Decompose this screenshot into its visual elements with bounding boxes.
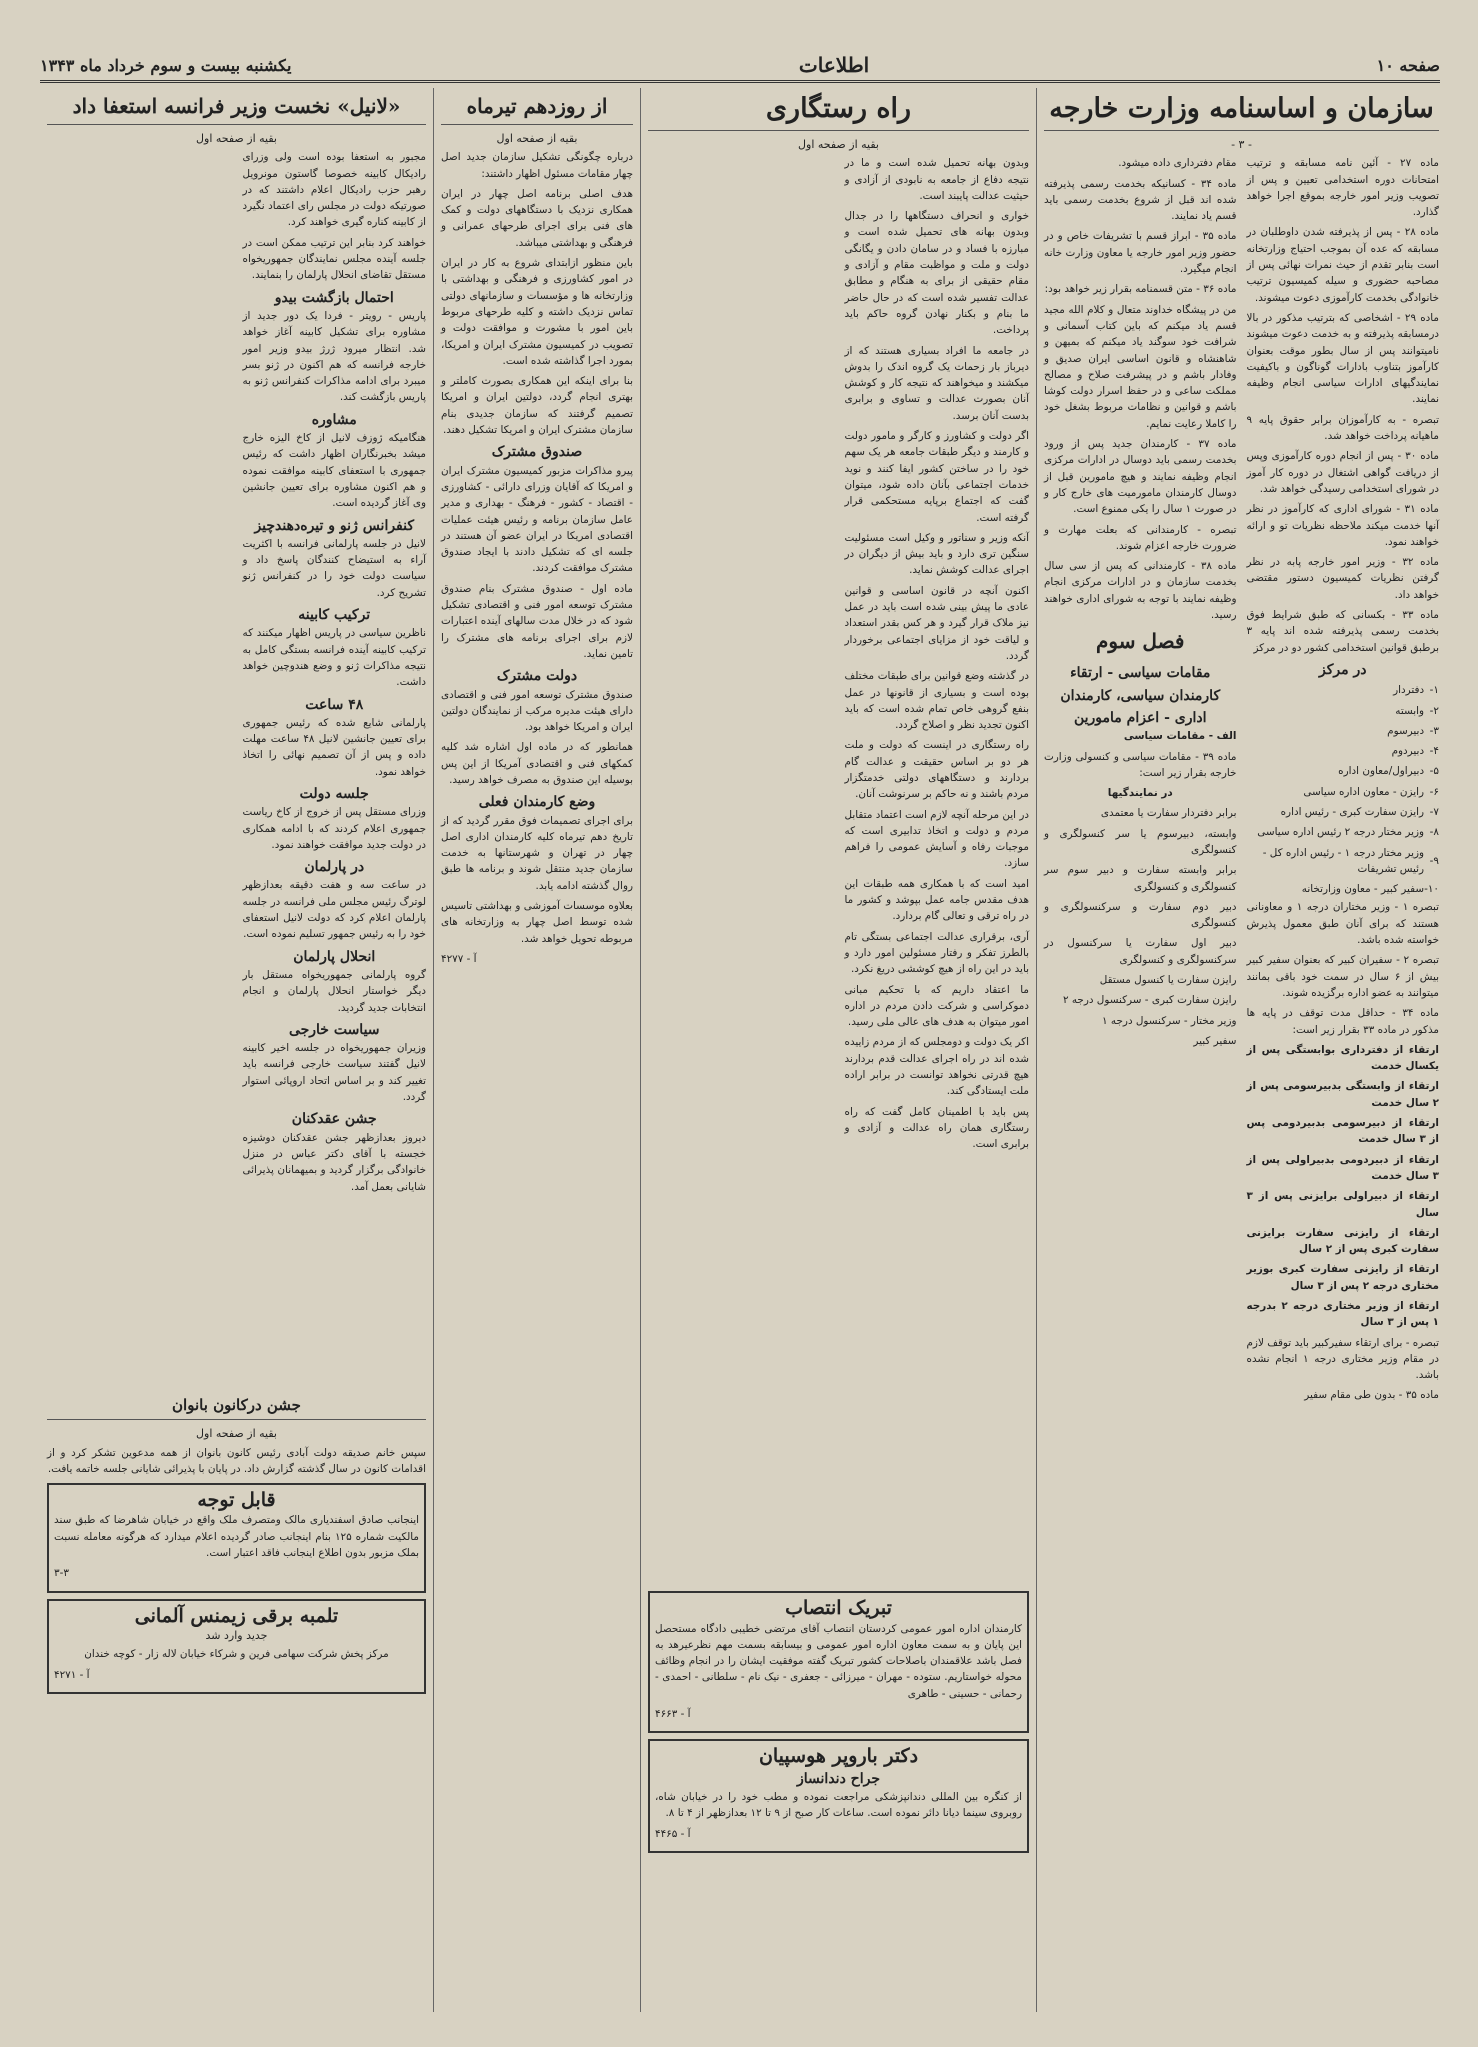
ranks-title: در مرکز <box>1319 661 1367 678</box>
headline-point-four: از روزدهم تیرماه <box>441 92 633 125</box>
notice-title: قابل توجه <box>197 1489 276 1512</box>
section-heading: جلسه دولت <box>299 785 369 802</box>
rank-number: ۶- <box>1429 785 1439 798</box>
dentist-ad <box>648 1739 1029 1852</box>
section-heading: سیاست خارجی <box>288 1021 380 1038</box>
paragraph: در این مرحله آنچه لازم است اعتماد متقابل مردم و دولت و اتخاذ تدابیری است که موجبات رفاه و آسایش عمومی را فراهم سازد. <box>844 808 1029 870</box>
paragraph: ماده ۳۸ - کارمندانی که پس از سی سال بخدمت سازمان و در ادارات مرکزی انجام وظیفه نمایند با توجه به شورای اداری خواهند رسید. <box>1044 560 1237 622</box>
paragraph: بنا برای اینکه این همکاری بصورت کاملتر و بهتری انجام گردد، دولتین ایران و امریکا تصمیم گرفتند که سازمان جدیدی بنام سازمان مشترک ایران و امریکا تشکیل دهند. <box>441 375 633 437</box>
paragraph: ماده ۲۷ - آئین نامه مسابقه و ترتیب امتحانات دوره استخدامی تعیین و پس از تصویب وزیر امور خارجه بموقع اجرا خواهد گذارد. <box>1246 157 1439 219</box>
rank-number: ۳- <box>1429 724 1439 737</box>
continued-note: بقیه از صفحه اول <box>196 132 277 145</box>
section-heading: وضع کارمندان فعلی <box>478 794 596 811</box>
page-number: صفحه ۱۰ <box>1376 55 1440 75</box>
section-heading: ترکیب کابینه <box>298 607 371 624</box>
rank-name: دبیرسوم <box>1387 724 1425 737</box>
continued-note: بقیه از صفحه اول <box>496 132 578 145</box>
column-foreign-ministry <box>1036 88 1446 2012</box>
headline-foreign-ministry: سازمان و اساسنامه وزارت خارجه <box>1044 92 1439 131</box>
ad-title: دکتر باروپر هوسپیان <box>758 1745 919 1768</box>
section-heading: مشاوره <box>311 411 357 428</box>
rank-number: ۹- <box>1429 854 1439 867</box>
paragraph: خواری و انحراف دستگاهها را در جدال وبدون بهانه های تحمیل شده است و مبارزه با فساد و در سامان دادن و یگانگی دولت و ملت و مواظبت مقام و آزادی و مقام حقیقی از برای به هنگام و مطابق عدالت تفسیر شده است که در حال حاضر ما بنام و بکنار نهادن گروه حاکم باید پرداخت. <box>844 210 1029 337</box>
paragraph: ماده ۳۳ - بکسانی که طبق شرایط فوق بخدمت رسمی پذیرفته شده اند پایه ۳ برطبق قوانین استخدامی کشور دو در مرکز <box>1246 609 1439 654</box>
paragraph: امید است که با همکاری همه طبقات این هدف مقدس جامه عمل بپوشد و کشور ما در راه ترقی و تعالی گام بردارد. <box>844 877 1029 923</box>
masthead <box>40 50 1440 83</box>
rank-row <box>1247 741 1440 761</box>
ad-subtitle: جدید وارد شد <box>205 1628 268 1642</box>
rank-row <box>1247 843 1440 880</box>
headline-women-center: جشن درکانون بانوان <box>47 1395 426 1420</box>
section-heading: کنفرانس ژنو و تیره‌دهندچیز <box>254 517 415 534</box>
posts-list <box>1044 805 1237 1049</box>
paragraph: دیروز بعدازظهر جشن عقدکنان دوشیزه خجسته با آقای دکتر عباس در منزل خانوادگی برگزار گردید و بمیهمانان پذیرائی شایانی بعمل آمد. <box>242 1131 426 1193</box>
promotion-item: ارتقاء از دفترداری بوابستگی پس از یکسال خدمت <box>1246 1043 1439 1073</box>
rank-number: ۴- <box>1429 745 1439 758</box>
issue-date: یکشنبه بیست و سوم خرداد ماه ۱۳۴۳ <box>40 55 292 75</box>
paragraph: تبصره - برای ارتقاء سفیرکبیر باید توقف لازم در مقام وزیر مختاری درجه ۱ انجام نشده باشد. <box>1246 1336 1439 1382</box>
ad-body: از کنگره بین المللی دندانپزشکی مراجعت نموده و مطب خود را در خیابان شاه، روبروی سینما دیانا دائر نموده است. ساعات کار صبح از ۹ تا ۱۲ بعدازظهر از ۴ تا ۸. <box>655 1790 1022 1820</box>
rank-name: سفیر کبیر - معاون وزارتخانه <box>1301 883 1425 896</box>
rank-row <box>1247 782 1440 802</box>
rank-row <box>1247 680 1440 700</box>
chapter-subtitle-2: کارمندان سیاسی، کارمندان <box>1060 687 1221 704</box>
paragraph: پارلمانی شایع شده که رئیس جمهوری برای تعیین جانشین لانیل ۴۸ ساعت مهلت داده و پس از آن تصمیم نهائی را اتخاذ خواهد نمود. <box>242 716 426 778</box>
promotions-list <box>1247 1042 1440 1331</box>
section-heading: احتمال بازگشت بیدو <box>274 289 394 306</box>
paragraph: پیرو مذاکرات مزبور کمیسیون مشترک ایران و امریکا که آقایان وزرای دارائی - کشاورزی - اقتصاد - کشور - فرهنگ - بهداری و مدیر عامل سازمان برنامه و رئیس هیئت عملیات اقتصادی امریکا در ایران عضو آن هستند در جلسه ای که تشکیل دادند با ایجاد صندوق مشترک موافقت کردند. <box>441 464 633 575</box>
column-laniel <box>40 88 433 2012</box>
rank-name: وزیر مختار درجه ۱ - رئیس اداره کل - رئیس تشریفات <box>1262 846 1425 875</box>
paragraph: لانیل در جلسه پارلمانی فرانسه با اکثریت آراء به استیضاح کنندگان پاسخ داد و سیاست دولت خود را در کنفرانس ژنو تشریح کرد. <box>242 537 426 599</box>
paragraph: وزرای مستقل پس از خروج از کاخ ریاست جمهوری اعلام کردند که با ادامه همکاری در دولت جدید موافقت خواهند نمود. <box>242 806 426 851</box>
section-heading: دولت مشترک <box>496 668 578 685</box>
rank-row <box>1247 721 1440 741</box>
paragraph: هدف اصلی برنامه اصل چهار در ایران همکاری نزدیک با دستگاههای دولت و کمک های فنی برای اجرای طرحهای عمرانی و فرهنگی و بهداشتی میباشد. <box>441 187 633 249</box>
article-code: آ - ۴۲۷۷ <box>441 952 477 965</box>
paragraph: بعلاوه موسسات آموزشی و بهداشتی تاسیس شده توسط اصل چهار به وزارتخانه های مربوطه تحویل خواهد شد. <box>441 900 633 945</box>
newspaper-name: اطلاعات <box>798 53 870 77</box>
post-item: برابر دفتردار سفارت یا معتمدی <box>1100 807 1237 820</box>
paragraph: تبصره - کارمندانی که بعلت مهارت و ضرورت خارجه اعزام شوند. <box>1044 523 1237 552</box>
ranks-table <box>1247 680 1440 899</box>
post-item: دبیر اول سفارت یا سرکنسول در سرکنسولگری و کنسولگری <box>1044 937 1237 966</box>
section-label: الف - مقامات سیاسی <box>1123 730 1237 743</box>
post-item: رایزن سفارت یا کنسول مستقل <box>1099 974 1237 987</box>
section-heading: صندوق مشترک <box>491 444 583 461</box>
paragraph: تبصره ۱ - وزیر مختاران درجه ۱ و معاونانی هستند که برای آنان طبق معمول پذیرش خواسته شده باشد. <box>1246 901 1439 947</box>
ad-subtitle: جراح دندانساز <box>797 1770 880 1787</box>
headline-laniel: «لانیل» نخست وزیر فرانسه استعفا داد <box>47 92 426 125</box>
ad-title: تلمبه برقی زیمنس آلمانی <box>134 1604 339 1627</box>
ministry-col-b <box>1044 155 1237 1407</box>
continued-note: بقیه از صفحه اول <box>798 138 879 151</box>
paragraph: ماده ۳۶ - متن قسمنامه بقرار زیر خواهد بود: <box>1044 283 1237 296</box>
notice-attention <box>47 1483 426 1592</box>
paragraph: در جامعه ما افراد بسیاری هستند که از دیرباز بار زحمات یک گروه اندک را بدوش میکشند و میخواهند که نتیجه کار و کوشش آنان بصورت عدالت و تساوی و برابری بدست آنان برسد. <box>844 344 1029 422</box>
post-item: برابر وابسته سفارت و دبیر سوم سر کنسولگری و کنسولگری <box>1044 864 1237 893</box>
promotion-item: ارتقاء از وابستگی بدبیرسومی پس از ۲ سال خدمت <box>1246 1080 1439 1109</box>
post-item: دبیر دوم سفارت و سرکنسولگری و کنسولگری <box>1044 900 1237 930</box>
paragraph: ماده ۳۲ - وزیر امور خارجه پابه در نظر گرفتن نظریات کمیسیون دستور مقتضی خواهد داد. <box>1246 556 1439 601</box>
column-point-four <box>433 88 640 2012</box>
paragraph: ماده ۳۷ - کارمندان جدید پس از ورود بخدمت رسمی باید دوسال در ادارات مرکزی انجام وظیفه نمایند و هیچ مامورین قبل از دوسال کارمندان مامورمیت های خارج کار و در صورت ۱ سال را یکی ممنوع است. <box>1044 438 1237 516</box>
notice-code: ۳-۳ <box>54 1567 69 1580</box>
rank-row <box>1247 701 1440 721</box>
promotion-item: ارتقاء از دبیرسومی بدبیردومی پس از ۳ سال خدمت <box>1246 1117 1439 1146</box>
rank-name: رایزن - معاون اداره سیاسی <box>1303 785 1425 798</box>
paragraph: ماده ۲۸ - پس از پذیرفته شدن داوطلبان در مسابقه که عده آن بموجب احتیاج وزارتخانه است بنابر تقدم از حیث نمرات نهائی پس از مصاحبه حضوری و سیله کمیسیون ترتیب خانوادگی بخدمت کارآموزی دعوت میشوند. <box>1246 226 1440 304</box>
ministry-col-a <box>1247 155 1440 1407</box>
paragraph: راه رستگاری در اینست که دولت و ملت هر دو بر اساس حقیقت و عدالت گام بردارند و دستگاههای دولتی خدمتگزار مردم باشند و نه حاکم بر سرنوشت آنان. <box>844 739 1029 801</box>
promotion-item: ارتقاء از رایزنی سفارت کبری بوزیر مختاری درجه ۲ پس از ۳ سال <box>1246 1263 1439 1292</box>
paragraph: پس باید با اطمینان کامل گفت که راه رستگاری همان راه عدالت و آزادی و برابری است. <box>844 1105 1029 1151</box>
paragraph: خواهند کرد بنابر این ترتیب ممکن است در جلسه آینده مجلس نمایندگان جمهوریخواه مستقل تقاضای انحلال پارلمان را بنمایند. <box>242 236 426 282</box>
notice-title: تبریک انتصاب <box>785 1597 892 1620</box>
paragraph: اکر یک دولت و دومجلس که از مردم زاییده شده اند در راه اجرای عدالت قدم بردارند هیچ قدرتی نخواهد توانست در برابر اراده ملت ایستادگی کند. <box>844 1036 1029 1098</box>
rank-name: وزیر مختار درجه ۲ رئیس اداره سیاسی <box>1257 826 1425 839</box>
paragraph: باین منظور ازابتدای شروع به کار در ایران در امور کشاورزی و فرهنگی و بهداشتی با وزارتخانه ها و مؤسسات و سازمانهای دولتی تماس نزدیک داشته و کلیه طرحهای مربوط باین امور با مشورت و موافقت دولت و تصویب در کمیسیون مشترک ایران و امریکا، بمورد اجرا گذاشته شده است. <box>441 257 633 367</box>
paragraph: صندوق مشترک توسعه امور فنی و اقتصادی دارای هیئت مدیره مرکب از نمایندگان دولتین ایران و امریکا خواهد بود. <box>441 688 633 734</box>
paragraph: سپس خانم صدیقه دولت آبادی رئیس کانون بانوان از همه مدعوین تشکر کرد و از اقدامات کانون در سال گذشته گزارش داد. در پایان با پذیرائی شایانی جلسه خاتمه یافت. <box>47 1446 426 1475</box>
paragraph: ماده اول - صندوق مشترک بنام صندوق مشترک توسعه امور فنی و اقتصادی تشکیل شود که در خلال مدت سالهای آینده اعتبارات لازم برای اجرای برنامه های مشترک را تامین نماید. <box>441 582 633 660</box>
post-item: وزیر مختار - سرکنسول درجه ۱ <box>1102 1014 1237 1027</box>
rank-name: دبیراول/معاون اداره <box>1338 765 1425 778</box>
paragraph: ناظرین سیاسی در پاریس اظهار میکنند که ترکیب کابینه آینده فرانسه بستگی کامل به نتیجه مذاکرات ژنو و وضع هندوچین خواهد داشت. <box>242 627 426 689</box>
paragraph: درباره چگونگی تشکیل سازمان جدید اصل چهار مقامات مسئول اظهار داشتند: <box>441 151 633 180</box>
paragraph: ماده ۳۹ - مقامات سیاسی و کنسولی وزارت خارجه بقرار زیر است: <box>1044 750 1237 779</box>
continued-note: بقیه از صفحه اول <box>196 1427 277 1441</box>
paragraph: ما اعتقاد داریم که با تحکیم مبانی دموکراسی و شرکت دادن مردم در اداره امور میتوان به هدف های عالی ملی رسید. <box>844 983 1029 1029</box>
paragraph: وزیران جمهوریخواه در جلسه اخیر کابینه لانیل گفتند سیاست خارجی فرانسه باید تغییر کند و بر اساس اتحاد اروپائی استوار گردد. <box>242 1042 426 1104</box>
ad-code: آ - ۴۴۶۵ <box>655 1827 691 1840</box>
rank-number: ۲- <box>1429 704 1439 717</box>
paragraph: ماده ۳۴ - کسانیکه بخدمت رسمی پذیرفته شده اند قبل از شروع بخدمت رسمی باید قسم یاد نمایند. <box>1044 177 1237 223</box>
rank-name: دبیردوم <box>1391 745 1425 758</box>
rank-row <box>1247 761 1440 781</box>
paragraph: گروه پارلمانی جمهوریخواه مستقل بار دیگر خواستار انحلال پارلمان و انجام انتخابات جدید گردید. <box>242 968 426 1014</box>
section-heading: ۴۸ ساعت <box>305 696 364 713</box>
paragraph: ماده ۳۵ - ابراز قسم با تشریفات خاص و در حضور وزیر امور خارجه یا معاون وزارت خانه انجام میگیرد. <box>1044 230 1237 276</box>
paragraph: مقام دفترداری داده میشود. <box>1118 157 1237 170</box>
rank-row <box>1247 879 1440 899</box>
paragraph: ماده ۲۹ - اشخاصی که بترتیب مذکور در بالا درمسابقه پذیرفته و به خدمت دعوت میشوند نامیتوانند پس از سال بطور موقت بعنوان کارآموز بتناوب بادارات گوناگون و باکیفیت نمایندگیهای ادارات سیاسی انجام وظیفه نمایند. <box>1246 311 1439 406</box>
paragraph: ماده ۳۵ - بدون طی مقام سفیر <box>1304 1389 1439 1402</box>
paragraph: تبصره ۲ - سفیران کبیر که بعنوان سفیر کبیر بیش از ۶ سال در سمت خود باقی بمانند میتوانند به عضو اداره برگزیده شوند. <box>1246 954 1439 999</box>
laniel-body <box>47 149 426 1389</box>
promotion-item: ارتقاء از دبیراولی برایزنی پس از ۳ سال <box>1246 1190 1439 1219</box>
paragraph: پاریس - رویتر - فردا یک دور جدید از مشاوره برای تشکیل کابینه آغاز خواهد شد. انتظار میرود ژرژ بیدو وزیر امور خارجه فرانسه که هم اکنون در ژنو بسر میبرد برای ادامه مذاکرات کنفرانس ژنو به پاریس بازگشت کند. <box>242 309 426 404</box>
rank-number: ۱۰- <box>1424 883 1439 896</box>
headline-editorial: راه رستگاری <box>648 92 1029 131</box>
paragraph: من در پیشگاه خداوند متعال و کلام الله مجید قسم یاد میکنم که باین کتاب آسمانی و شرافت خود سوگند یاد میکنم که بمیهن و شاهنشاه و قانون اساسی ایران صدیق و وفادار باشم و در پیشرفت صلاح و مصالح مملکت ساعی و در حفظ اسرار دولت کوشا باشم و قوانین و نظامات مربوط بشغل خود را کاملا رعایت نمایم. <box>1044 303 1237 430</box>
ad-code: آ - ۴۲۷۱ <box>54 1668 90 1681</box>
chapter-subtitle-3: اداری - اعزام مامورین <box>1073 709 1207 726</box>
notice-body: اینجانب صادق اسفندیاری مالک ومتصرف ملک واقع در خیابان شاهرضا که طبق سند مالکیت شماره ۱۲۵ بنام اینجانب صادر گردیده اعلام میدارد که هرگونه معامله نسبت بملک مزبور بدون اطلاع اینجانب فاقد اعتبار است. <box>54 1514 419 1560</box>
rank-name: دفتردار <box>1393 684 1425 697</box>
notice-code: آ - ۴۶۶۳ <box>655 1708 691 1721</box>
chapter-title: فصل سوم <box>1096 629 1185 654</box>
ad-body: مرکز پخش شرکت سهامی فرین و شرکاء خیابان لاله زار - کوچه خندان <box>84 1648 389 1661</box>
rank-name: وابسته <box>1395 704 1425 717</box>
paragraph: اکنون آنچه در قانون اساسی و قوانین عادی ما پیش بینی شده است باید در عمل نیز ملاک قرار گیرد و هر کس بقدر استعداد و لیاقت خود از مزایای اجتماعی برخوردار گردد. <box>844 584 1029 662</box>
rank-name: رایزن سفارت کبری - رئیس اداره <box>1280 805 1425 818</box>
paragraph: در ساعت سه و هفت دقیقه بعدازظهر لوترگ رئیس مجلس ملی فرانسه در جلسه پارلمان اعلام کرد که دولت لانیل استعفای خود را به رئیس جمهور تسلیم نموده است. <box>242 879 426 941</box>
paragraph: ماده ۳۰ - پس از انجام دوره کارآموزی وپس از دریافت گواهی اشتغال در دوره کار آموز در شورای استخدامی رسیدگی خواهد شد. <box>1246 450 1439 495</box>
paragraph: هنگامیکه ژوزف لانیل از کاخ الیزه خارج میشد بخبرنگاران اظهار داشت که رئیس جمهوری با استعفای کابینه موافقت نموده و هم اکنون مشاوره برای تعیین جانشین وی آغاز گردیده است. <box>242 432 426 510</box>
rank-number: ۷- <box>1429 805 1439 818</box>
promotion-item: ارتقاء از وزیر مختاری درجه ۲ بدرجه ۱ پس از ۳ سال <box>1246 1300 1440 1329</box>
post-item: سفیر کبیر <box>1193 1034 1237 1047</box>
section-heading: در پارلمان <box>304 859 365 876</box>
post-item: رایزن سفارت کبری - سرکنسول درجه ۲ <box>1062 994 1237 1007</box>
promotion-item: ارتقاء از دبیردومی بدبیراولی پس از ۳ سال خدمت <box>1246 1153 1439 1182</box>
paragraph: مجبور به استعفا بوده است ولی وزرای رادیکال کابینه خصوصا گاستون مونرویل رهبر حزب رادیکال اعلام داشتند که در صورتیکه دولت در مجلس رای اعتماد نگیرد از کابینه کناره گیری خواهند کرد. <box>242 151 426 229</box>
paragraph: همانطور که در ماده اول اشاره شد کلیه کمکهای فنی و اقتصادی آمریکا از این پس بوسیله این صندوق به مصرف خواهد رسید. <box>441 741 633 786</box>
chapter-subtitle-1: مقامات سیاسی - ارتقاء <box>1070 665 1211 682</box>
paragraph: برای اجرای تصمیمات فوق مقرر گردید که از تاریخ دهم تیرماه کلیه کارمندان اداری اصل چهار در تهران و شهرستانها به خدمت سازمان جدید منتقل شوند و برنامه ها طبق روال گذشته ادامه یابد. <box>441 814 633 892</box>
rank-row <box>1247 822 1440 842</box>
rank-number: ۵- <box>1429 765 1439 778</box>
paragraph: وبدون بهانه تحمیل شده است و ما در نتیجه دفاع از جامعه به نابودی از آزادی و حیثیت عدالت پایبند است. <box>844 157 1029 202</box>
rank-number: ۸- <box>1429 826 1439 839</box>
paragraph: ماده ۳۴ - حداقل مدت توقف در پایه ها مذکور در ماده ۳۳ بقرار زیر است: <box>1246 1007 1439 1036</box>
notice-body: کارمندان اداره امور عمومی کردستان انتصاب آقای مرتضی خطیبی دادگاه مستحصل این پایان و به سمت معاون اداره امور عمومی و بیسابقه بسمت مهم نظرعیرهد به فصل باشد علاقمندان باصلاحات کشور تبریک گفته موفقیت ایشان را در انجام وظائف محوله خواستاریم. ستوده - مهران - میرزائی - جعفری - نیک نام - سلطانی - احمدی - رحمانی - حسینی - طاهری <box>655 1622 1022 1700</box>
editorial-body <box>648 155 1029 1585</box>
post-item: وابسته، دبیرسوم یا سر کنسولگری و کنسولگری <box>1044 827 1237 856</box>
paragraph: اگر دولت و کشاورز و کارگر و مامور دولت و کارمند و دیگر طبقات جامعه هر یک سهم خود را در ساختن کشور ایفا کنند و نوید خدمات اجتماعی بآنان داده شود، میتوان گفت که اجتماع برپایه مستحکمی قرار گرفته است. <box>844 430 1029 524</box>
paragraph: تبصره - به کارآموزان برابر حقوق پایه ۹ ماهیانه پرداخت خواهد شد. <box>1246 413 1439 443</box>
paragraph: ماده ۳۱ - شورای اداری که کارآموز در نظر آنها خدمت میکند ملاحظه نظریات تو و ارائه خواهند نمود. <box>1246 503 1439 548</box>
congratulation-notice <box>648 1591 1029 1733</box>
section-label: در نمایندگیها <box>1107 787 1173 800</box>
section-heading: جشن عقدکنان <box>291 1111 377 1128</box>
column-editorial <box>640 88 1036 2012</box>
rank-row <box>1247 802 1440 822</box>
paragraph: آنکه وزیر و سناتور و وکیل است مسئولیت سنگین تری دارد و باید بیش از دیگران در اجرای عدالت کوشش نماید. <box>844 531 1029 577</box>
paragraph: آری، برقراری عدالت اجتماعی بستگی تام بالطرز تفکر و رفتار مسئولین امور دارد و باید در این راه از هیچ کوششی دریغ نکرد. <box>844 930 1029 976</box>
section-heading: انحلال پارلمان <box>293 948 376 965</box>
promotion-item: ارتقاء از رایزنی سفارت برایزنی سفارت کبری پس از ۲ سال <box>1246 1226 1439 1256</box>
siemens-pump-ad <box>47 1599 426 1694</box>
rank-number: ۱- <box>1429 684 1439 697</box>
article-part-number: - ۳ - <box>1231 138 1252 151</box>
paragraph: در گذشته وضع قوانین برای طبقات مختلف بوده است و بسیاری از قانونها در عمل بنفع گروهی خاص تمام شده است که باید اکنون تجدید نظر و اصلاح گردد. <box>844 670 1029 732</box>
